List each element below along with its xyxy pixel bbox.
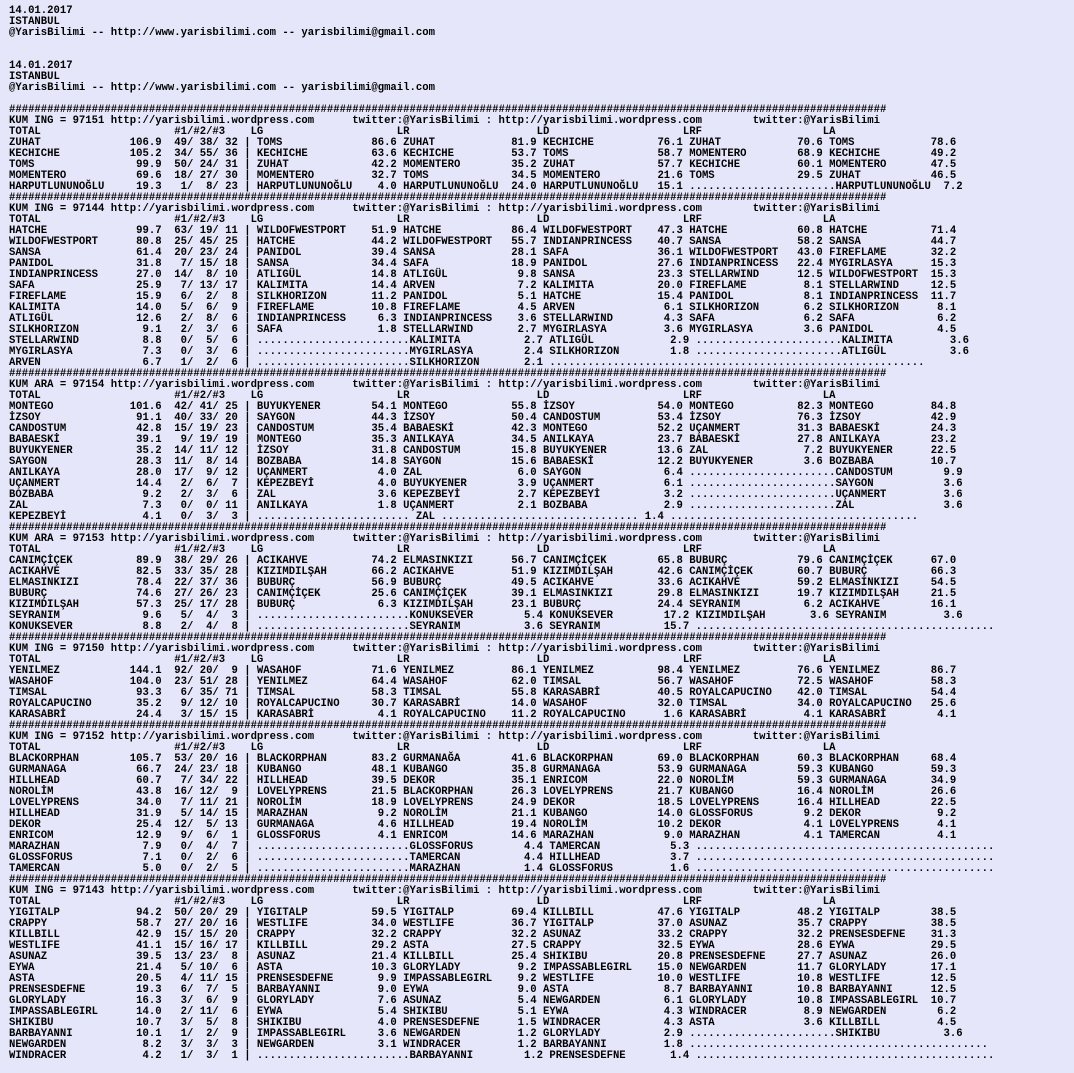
text-line: PRENSESDEFNE 19.3 6/ 7/ 5 | BARBAYANNI 9.0 EYWA 9.0 ASTA 8.7 BARBAYANNI 10.8 BARBAYANNI 12.5 <box>9 984 957 996</box>
text-line: INDIANPRINCESS 27.0 14/ 8/ 10 | ATLIGÜL 14.8 ATLIGÜL 9.8 SANSA 23.3 STELLARWIND 12.5 WILDOFWESTPORT 15.3 <box>9 269 957 281</box>
text-line: KIZIMDILŞAH 57.3 25/ 17/ 28 | BUBURÇ 6.3 KIZIMDILŞAH 23.1 BUBURÇ 24.4 SEYRANIM 6.2 ACIKAHVE 16.1 <box>9 599 957 611</box>
text-line: GURMANAGA 66.7 24/ 23/ 18 | KUBANGO 48.1 KUBANGO 35.8 GURMANAGA 53.9 GURMANAGA 59.3 KUBANGO 59.3 <box>9 764 957 776</box>
text-line: 14.01.2017 <box>9 5 73 17</box>
text-line: ROYALCAPUCINO 35.2 9/ 12/ 10 | ROYALCAPUCINO 30.7 KARASABRİ 14.0 WASAHOF 32.0 TIMSAL 34.0 ROYALCAPUCINO 25.6 <box>9 698 957 710</box>
text-line: KEPEZBEYİ 4.1 0/ 3/ 3 | ........................ ZAL ............................... 1.4 ....................................... <box>9 511 919 523</box>
text-line: WASAHOF 104.0 23/ 51/ 28 | YENILMEZ 64.4 WASAHOF 62.0 TIMSAL 56.7 WASAHOF 72.5 WASAHOF 58.3 <box>9 676 957 688</box>
text-line: 14.01.2017 <box>9 60 73 72</box>
text-line: KUM ARA = 97153 http://yarisbilimi.wordpress.com twitter:@YarisBilimi : http://yarisbilimi.wordpress.com twitter:@YarisBilimi <box>9 533 880 545</box>
text-line: BABAESKİ 39.1 9/ 19/ 19 | MONTEGO 35.3 ANILKAYA 34.5 ANILKAYA 23.7 BABAESKİ 27.8 ANILKAYA 23.2 <box>9 434 957 446</box>
text-line: TOTAL #1/#2/#3 LG LR LD LRF LA <box>9 214 836 226</box>
text-line: STELLARWIND 8.8 0/ 5/ 6 | ........................KALIMITA 2.7 ATLIGÜL 2.9 .......................KALIMITA 3.6 <box>9 335 969 347</box>
text-line: ACIKAHVE 82.5 33/ 35/ 28 | KIZIMDILŞAH 66.2 ACIKAHVE 51.9 KIZIMDILŞAH 42.6 CANIMÇİÇEK 60.7 BUBURÇ 66.3 <box>9 566 957 578</box>
separator-line: ########################################################################################################################################## <box>9 368 887 380</box>
text-line: MYGIRLASYA 7.3 0/ 3/ 6 | ........................MYGIRLASYA 2.4 SILKHORIZON 1.8 .......................ATLIGÜL 3.6 <box>9 346 969 358</box>
text-line: NOROLİM 43.8 16/ 12/ 9 | LOVELYPRENS 21.5 BLACKORPHAN 26.3 LOVELYPRENS 21.7 KUBANGO 16.4 NOROLİM 26.6 <box>9 786 957 798</box>
text-line: DEKOR 25.4 12/ 5/ 13 | GURMANAGA 4.6 HILLHEAD 19.4 NOROLİM 10.2 DEKOR 4.1 LOVELYPRENS 4.1 <box>9 819 957 831</box>
text-line: KUM ARA = 97154 http://yarisbilimi.wordpress.com twitter:@YarisBilimi : http://yarisbilimi.wordpress.com twitter:@YarisBilimi <box>9 379 880 391</box>
text-line: HILLHEAD 60.7 7/ 34/ 22 | HILLHEAD 39.5 DEKOR 35.1 ENRICOM 22.0 NOROLİM 59.3 GURMANAGA 34.9 <box>9 775 957 787</box>
text-line: HATCHE 99.7 63/ 19/ 11 | WILDOFWESTPORT 51.9 HATCHE 86.4 WILDOFWESTPORT 47.3 HATCHE 60.8 HATCHE 71.4 <box>9 225 957 237</box>
separator-line: ########################################################################################################################################## <box>9 632 887 644</box>
text-line: KONUKSEVER 8.8 2/ 4/ 8 | ........................SEYRANIM 3.6 SEYRANIM 15.7 ............................................... <box>9 621 995 633</box>
text-line: ENRICOM 12.9 9/ 6/ 1 | GLOSSFORUS 4.1 ENRICOM 14.6 MARAZHAN 9.0 MARAZHAN 4.1 TAMERCAN 4.1 <box>9 830 957 842</box>
text-line: @YarisBilimi -- http://www.yarisbilimi.com -- yarisbilimi@gmail.com <box>9 82 435 94</box>
text-line: İZSOY 91.1 40/ 33/ 20 | SAYGON 44.3 İZSOY 50.4 CANDOSTUM 53.4 İZSOY 76.3 İZSOY 42.9 <box>9 412 957 424</box>
separator-line: ########################################################################################################################################## <box>9 874 887 886</box>
text-line: TIMSAL 93.3 6/ 35/ 71 | TIMSAL 58.3 TIMSAL 55.8 KARASABRİ 40.5 ROYALCAPUCINO 42.0 TIMSAL 54.4 <box>9 687 957 699</box>
text-line: KUM ING = 97143 http://yarisbilimi.wordpress.com twitter:@YarisBilimi : http://yarisbilimi.wordpress.com twitter:@YarisBilimi <box>9 885 880 897</box>
separator-line: ########################################################################################################################################## <box>9 522 887 534</box>
text-line: IMPASSABLEGIRL 14.0 2/ 11/ 6 | EYWA 5.4 SHIKIBU 5.1 EYWA 4.3 WINDRACER 8.9 NEWGARDEN 6.2 <box>9 1006 957 1018</box>
text-line: FIREFLAME 15.9 6/ 2/ 8 | SILKHORIZON 11.2 PANIDOL 5.1 HATCHE 15.4 PANIDOL 8.1 INDIANPRINCESS 11.7 <box>9 291 957 303</box>
text-line: KILLBILL 42.9 15/ 15/ 20 | CRAPPY 32.2 CRAPPY 32.2 ASUNAZ 33.2 CRAPPY 32.2 PRENSESDEFNE 31.3 <box>9 929 957 941</box>
text-line: BOZBABA 9.2 2/ 3/ 6 | ZAL 3.6 KEPEZBEYİ 2.7 KEPEZBEYİ 3.2 .......................UÇANMERT 3.6 <box>9 489 963 501</box>
text-line: PANIDOL 31.8 7/ 15/ 18 | SANSA 34.4 SAFA 18.9 PANIDOL 27.6 INDIANPRINCESS 22.4 MYGIRLASYA 15.3 <box>9 258 957 270</box>
text-line: BUYUKYENER 35.2 14/ 11/ 12 | İZSOY 31.8 CANDOSTUM 15.8 BUYUKYENER 13.6 ZAL 7.2 BUYUKYENER 22.5 <box>9 445 957 457</box>
text-line: TOTAL #1/#2/#3 LG LR LD LRF LA <box>9 742 836 754</box>
text-line: SANSA 61.4 20/ 23/ 24 | PANIDOL 39.4 SANSA 28.1 SAFA 36.1 WILDOFWESTPORT 43.0 FIREFLAME 32.2 <box>9 247 957 259</box>
text-line: CRAPPY 58.7 27/ 20/ 16 | WESTLIFE 34.0 WESTLIFE 36.7 YIGITALP 37.0 ASUNAZ 35.7 CRAPPY 38.5 <box>9 918 957 930</box>
text-line: GLORYLADY 16.3 3/ 6/ 9 | GLORYLADY 7.6 ASUNAZ 5.4 NEWGARDEN 6.1 GLORYLADY 10.8 IMPASSABLEGIRL 10.7 <box>9 995 957 1007</box>
text-line: TOTAL #1/#2/#3 LG LR LD LRF LA <box>9 544 836 556</box>
text-line: KUM ING = 97150 http://yarisbilimi.wordpress.com twitter:@YarisBilimi : http://yarisbilimi.wordpress.com twitter:@YarisBilimi <box>9 643 880 655</box>
text-line: SEYRANIM 9.6 5/ 4/ 3 | ........................KONUKSEVER 5.4 KONUKSEVER 17.2 KIZIMDILŞAH 3.6 SEYRANIM 3.6 <box>9 610 963 622</box>
text-line: ATLIGÜL 12.6 2/ 8/ 6 | INDIANPRINCESS 6.3 INDIANPRINCESS 3.6 STELLARWIND 4.3 SAFA 6.2 SAFA 6.2 <box>9 313 957 325</box>
text-line: TOTAL #1/#2/#3 LG LR LD LRF LA <box>9 390 836 402</box>
text-line: KUM ING = 97151 http://yarisbilimi.wordpress.com twitter:@YarisBilimi : http://yarisbilimi.wordpress.com twitter:@YarisBilimi <box>9 115 880 127</box>
text-line: ISTANBUL <box>9 71 60 83</box>
text-line: KUM ING = 97152 http://yarisbilimi.wordpress.com twitter:@YarisBilimi : http://yarisbilimi.wordpress.com twitter:@YarisBilimi <box>9 731 880 743</box>
text-line: LOVELYPRENS 34.0 7/ 11/ 21 | NOROLİM 18.9 LOVELYPRENS 24.9 DEKOR 18.5 LOVELYPRENS 16.4 HILLHEAD 22.5 <box>9 797 957 809</box>
text-line: ZUHAT 106.9 49/ 38/ 32 | TOMS 86.6 ZUHAT 81.9 KECHICHE 76.1 ZUHAT 70.6 TOMS 78.6 <box>9 137 957 149</box>
text-line: ARVEN 6.7 1/ 2/ 6 | ........................SILKHORIZON 2.1 ........................................................... <box>9 357 925 369</box>
text-line: ANILKAYA 28.0 17/ 9/ 12 | UÇANMERT 4.0 ZAL 6.0 SAYGON 6.4 .......................CANDOSTUM 9.9 <box>9 467 963 479</box>
text-line: BUBURÇ 74.6 27/ 26/ 23 | CANIMÇİÇEK 25.6 CANIMÇİÇEK 39.1 ELMASINKIZI 29.8 ELMASINKIZI 19.7 KIZIMDILŞAH 21.5 <box>9 588 957 600</box>
text-line: YIGITALP 94.2 50/ 20/ 29 | YIGITALP 59.5 YIGITALP 69.4 KILLBILL 47.6 YIGITALP 48.2 YIGITALP 38.5 <box>9 907 957 919</box>
text-line: TAMERCAN 5.0 0/ 2/ 5 | ........................MARAZHAN 1.4 GLOSSFORUS 1.6 ............................................... <box>9 863 995 875</box>
text-line: UÇANMERT 14.4 2/ 6/ 7 | KEPEZBEYİ 4.0 BUYUKYENER 3.9 UÇANMERT 6.1 .......................SAYGON 3.6 <box>9 478 963 490</box>
text-line: KECHICHE 105.2 34/ 55/ 36 | KECHICHE 63.6 KECHICHE 53.7 TOMS 58.7 MOMENTERO 68.9 KECHICHE 49.2 <box>9 148 957 160</box>
text-line: BLACKORPHAN 105.7 53/ 20/ 16 | BLACKORPHAN 83.2 GURMANAĞA 41.6 BLACKORPHAN 69.0 BLACKORPHAN 60.3 BLACKORPHAN 68.4 <box>9 753 957 765</box>
text-line: @YarisBilimi -- http://www.yarisbilimi.com -- yarisbilimi@gmail.com <box>9 27 435 39</box>
text-line: GLOSSFORUS 7.1 0/ 2/ 6 | ........................TAMERCAN 4.4 HILLHEAD 3.7 ............................................... <box>9 852 995 864</box>
text-line: WILDOFWESTPORT 80.8 25/ 45/ 25 | HATCHE 44.2 WILDOFWESTPORT 55.7 INDIANPRINCESS 40.7 SANSA 58.2 SANSA 44.7 <box>9 236 957 248</box>
separator-line: ########################################################################################################################################## <box>9 104 887 116</box>
text-line: SAYGON 28.3 11/ 8/ 14 | BOZBABA 14.8 SAYGON 15.6 BABAESKİ 12.2 BUYUKYENER 3.6 BOZBABA 10.7 <box>9 456 957 468</box>
text-line: CANIMÇİÇEK 89.9 38/ 29/ 26 | ACIKAHVE 74.2 ELMASINKIZI 56.7 CANIMÇİÇEK 65.8 BUBURÇ 79.6 CANIMÇİÇEK 67.0 <box>9 555 957 567</box>
text-line: BARBAYANNI 10.1 1/ 2/ 9 | IMPASSABLEGIRL 3.6 NEWGARDEN 1.2 GLORYLADY 2.9 .......................SHIKIBU 3.6 <box>9 1028 963 1040</box>
text-line <box>9 50 994 61</box>
text-line: WESTLIFE 41.1 15/ 16/ 17 | KILLBILL 29.2 ASTA 27.5 CRAPPY 32.5 EYWA 28.6 EYWA 29.5 <box>9 940 957 952</box>
text-line: KALIMITA 14.0 5/ 6/ 9 | FIREFLAME 10.8 FIREFLAME 4.5 ARVEN 6.1 SILKHORIZON 6.2 SILKHORIZON 8.1 <box>9 302 957 314</box>
text-line: MARAZHAN 7.9 0/ 4/ 7 | ........................GLOSSFORUS 4.4 TAMERCAN 5.3 ............................................... <box>9 841 995 853</box>
text-line: KARASABRİ 24.4 3/ 15/ 15 | KARASABRİ 4.1 ROYALCAPUCINO 11.2 ROYALCAPUCINO 1.6 KARASABRİ 4.1 KARASABRİ 4.1 <box>9 709 957 721</box>
text-line: SILKHORIZON 9.1 2/ 3/ 6 | SAFA 1.8 STELLARWIND 2.7 MYGIRLASYA 3.6 MYGIRLASYA 3.6 PANIDOL 4.5 <box>9 324 957 336</box>
text-line: ISTANBUL <box>9 16 60 28</box>
text-line: SHIKIBU 10.7 3/ 5/ 8 | SHIKIBU 4.0 PRENSESDEFNE 1.5 WINDRACER 4.3 ASTA 3.6 KILLBILL 4.5 <box>9 1017 957 1029</box>
text-line: YENILMEZ 144.1 92/ 20/ 9 | WASAHOF 71.6 YENILMEZ 86.1 YENILMEZ 98.4 YENILMEZ 76.6 YENILMEZ 86.7 <box>9 665 957 677</box>
text-line: ASUNAZ 39.5 13/ 23/ 8 | ASUNAZ 21.4 KILLBILL 25.4 SHIKIBU 20.8 PRENSESDEFNE 27.7 ASUNAZ 26.0 <box>9 951 957 963</box>
text-line: MONTEGO 101.6 42/ 41/ 25 | BUYUKYENER 54.1 MONTEGO 55.8 İZSOY 54.0 MONTEGO 82.3 MONTEGO 84.8 <box>9 401 957 413</box>
text-line: TOTAL #1/#2/#3 LG LR LD LRF LA <box>9 126 836 138</box>
text-line: HARPUTLUNUNOĞLU 19.3 1/ 8/ 23 | HARPUTLUNUNOĞLU 4.0 HARPUTLUNUNOĞLU 24.0 HARPUTLUNUNOĞLU 15.1 .......................HARPUTLUNUNOĞLU 7.2 <box>9 181 963 193</box>
text-line: SAFA 25.9 7/ 13/ 17 | KALIMITA 14.4 ARVEN 7.2 KALIMITA 20.0 FIREFLAME 8.1 STELLARWIND 12.5 <box>9 280 957 292</box>
separator-line: ########################################################################################################################################## <box>9 192 887 204</box>
text-line: HILLHEAD 31.9 5/ 14/ 15 | MARAZHAN 9.2 NOROLİM 21.1 KUBANGO 14.0 GLOSSFORUS 9.2 DEKOR 9.2 <box>9 808 957 820</box>
text-line: CANDOSTUM 42.8 15/ 19/ 23 | CANDOSTUM 35.4 BABAESKİ 42.3 MONTEGO 52.2 UÇANMERT 31.3 BABAESKİ 24.3 <box>9 423 957 435</box>
text-line: TOTAL #1/#2/#3 LG LR LD LRF LA <box>9 896 836 908</box>
text-line: ASTA 20.5 4/ 11/ 15 | PRENSESDEFNE 9.9 IMPASSABLEGIRL 9.2 WESTLIFE 10.0 WESTLIFE 10.8 WESTLIFE 12.5 <box>9 973 957 985</box>
text-line: KUM ING = 97144 http://yarisbilimi.wordpress.com twitter:@YarisBilimi : http://yarisbilimi.wordpress.com twitter:@YarisBilimi <box>9 203 880 215</box>
text-line: WINDRACER 4.2 1/ 3/ 1 | ........................BARBAYANNI 1.2 PRENSESDEFNE 1.4 ............................................... <box>9 1050 995 1062</box>
text-line: MOMENTERO 69.6 18/ 27/ 30 | MOMENTERO 32.7 TOMS 34.5 MOMENTERO 21.6 TOMS 29.5 ZUHAT 46.5 <box>9 170 957 182</box>
text-line: EYWA 21.4 5/ 10/ 6 | ASTA 10.3 GLORYLADY 9.2 IMPASSABLEGIRL 15.0 NEWGARDEN 11.7 GLORYLADY 17.1 <box>9 962 957 974</box>
text-line <box>9 39 994 50</box>
text-line: ELMASINKIZI 78.4 22/ 37/ 36 | BUBURÇ 56.9 BUBURÇ 49.5 ACIKAHVE 33.6 ACIKAHVE 59.2 ELMASINKIZI 54.5 <box>9 577 957 589</box>
race-statistics-document <box>9 6 994 1062</box>
text-line: TOMS 99.9 50/ 24/ 31 | ZUHAT 42.2 MOMENTERO 35.2 ZUHAT 57.7 KECHICHE 60.1 MOMENTERO 47.5 <box>9 159 957 171</box>
text-line: ZAL 7.3 0/ 0/ 11 | ANILKAYA 1.8 UÇANMERT 2.1 BOZBABA 2.9 .......................ZAL 3.6 <box>9 500 963 512</box>
text-line: TOTAL #1/#2/#3 LG LR LD LRF LA <box>9 654 836 666</box>
text-line: NEWGARDEN 8.2 3/ 3/ 3 | NEWGARDEN 3.1 WINDRACER 1.2 BARBAYANNI 1.8 ............................................... <box>9 1039 989 1051</box>
separator-line: ########################################################################################################################################## <box>9 720 887 732</box>
